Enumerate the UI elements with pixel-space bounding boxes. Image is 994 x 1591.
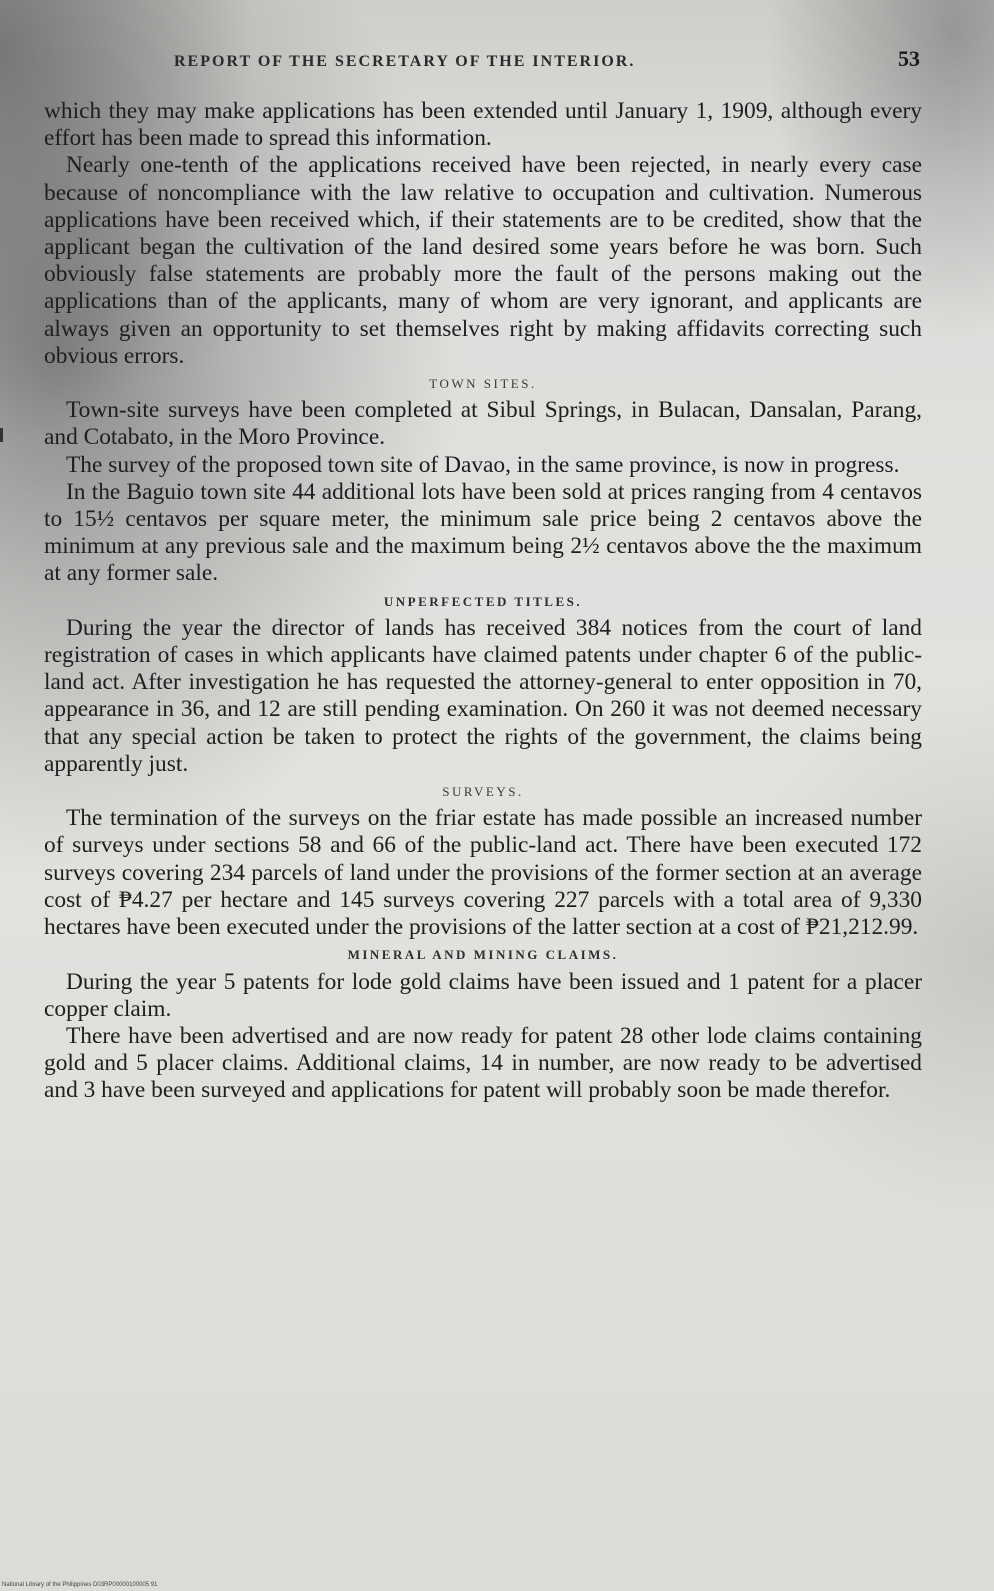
heading-surveys: SURVEYS. xyxy=(442,784,524,800)
paragraph-patents-issued: During the year 5 patents for lode gold claims have been issued and 1 patent for a placer copper claim. xyxy=(44,968,922,1022)
heading-town-sites: TOWN SITES. xyxy=(429,376,537,392)
paragraph-davao-survey: The survey of the proposed town site of Davao, in the same province, is now in progress. xyxy=(66,451,900,478)
paragraph-advertised-claims: There have been advertised and are now ready for patent 28 other lode claims containing gold and 5 placer claims. Additional claims, 14 in number, are now ready to be advertised and 3 have been surveyed and applications for patent will probably soon be made therefor. xyxy=(44,1022,922,1104)
paragraph-friar-estate-surveys: The termination of the surveys on the friar estate has made possible an increased number of surveys under sections 58 and 66 of the public-land act. There have been executed 172 surveys covering 234 parcels of land under the provisions of the former section at an average cost of ₱4.27 per hectare and 145 surveys covering 227 parcels with a total area of 9,330 hectares have been executed under the provisions of the latter section at a cost of ₱21,212.99. xyxy=(44,805,922,941)
paragraph-continuation: which they may make applications has been extended until January 1, 1909, although every effort has been made to spread this information. xyxy=(44,98,922,152)
paragraph-baguio-lots: In the Baguio town site 44 additional lots have been sold at prices ranging from 4 centavos to 15½ centavos per square meter, the minimum sale price being 2 centavos above the minimum at any previous sale and the maximum being 2½ centavos above the the maximum at any former sale. xyxy=(44,478,922,587)
paragraph-town-site-surveys: Town-site surveys have been completed at Sibul Springs, in Bulacan, Dansalan, Parang, and Cotabato, in the Moro Province. xyxy=(44,397,922,451)
body-text xyxy=(44,98,922,1105)
page-header xyxy=(170,46,920,72)
heading-unperfected-titles: UNPERFECTED TITLES. xyxy=(383,593,583,609)
paragraph-notices: During the year the director of lands has received 384 notices from the court of land registration of cases in which applicants have claimed patents under chapter 6 of the public-land act. After investigation he has requested the attorney-general to enter opposition in 70, appearance in 36, and 12 are still pending examination. On 260 it was not deemed necessary that any special action be taken to protect the rights of the government, the claims being apparently just. xyxy=(44,614,922,777)
margin-mark xyxy=(0,428,3,442)
heading-mineral-claims: MINERAL AND MINING CLAIMS. xyxy=(347,947,619,963)
scan-footer: National Library of the Philippines D03RP00000100005 91 xyxy=(2,1582,158,1588)
running-head: REPORT OF THE SECRETARY OF THE INTERIOR. xyxy=(174,53,636,70)
page-number: 53 xyxy=(898,46,920,71)
paragraph-rejections: Nearly one-tenth of the applications received have been rejected, in nearly every case because of noncompliance with the law relative to occupation and cultivation. Numerous applications have been received which, if their statements are to be credited, show that the applicant began the cultivation of the land desired some years before he was born. Such obviously false statements are probably more the fault of the persons making out the applications than of the applicants, many of whom are very ignorant, and applicants are always given an opportunity to set themselves right by making affidavits correcting such obvious errors. xyxy=(44,152,922,369)
